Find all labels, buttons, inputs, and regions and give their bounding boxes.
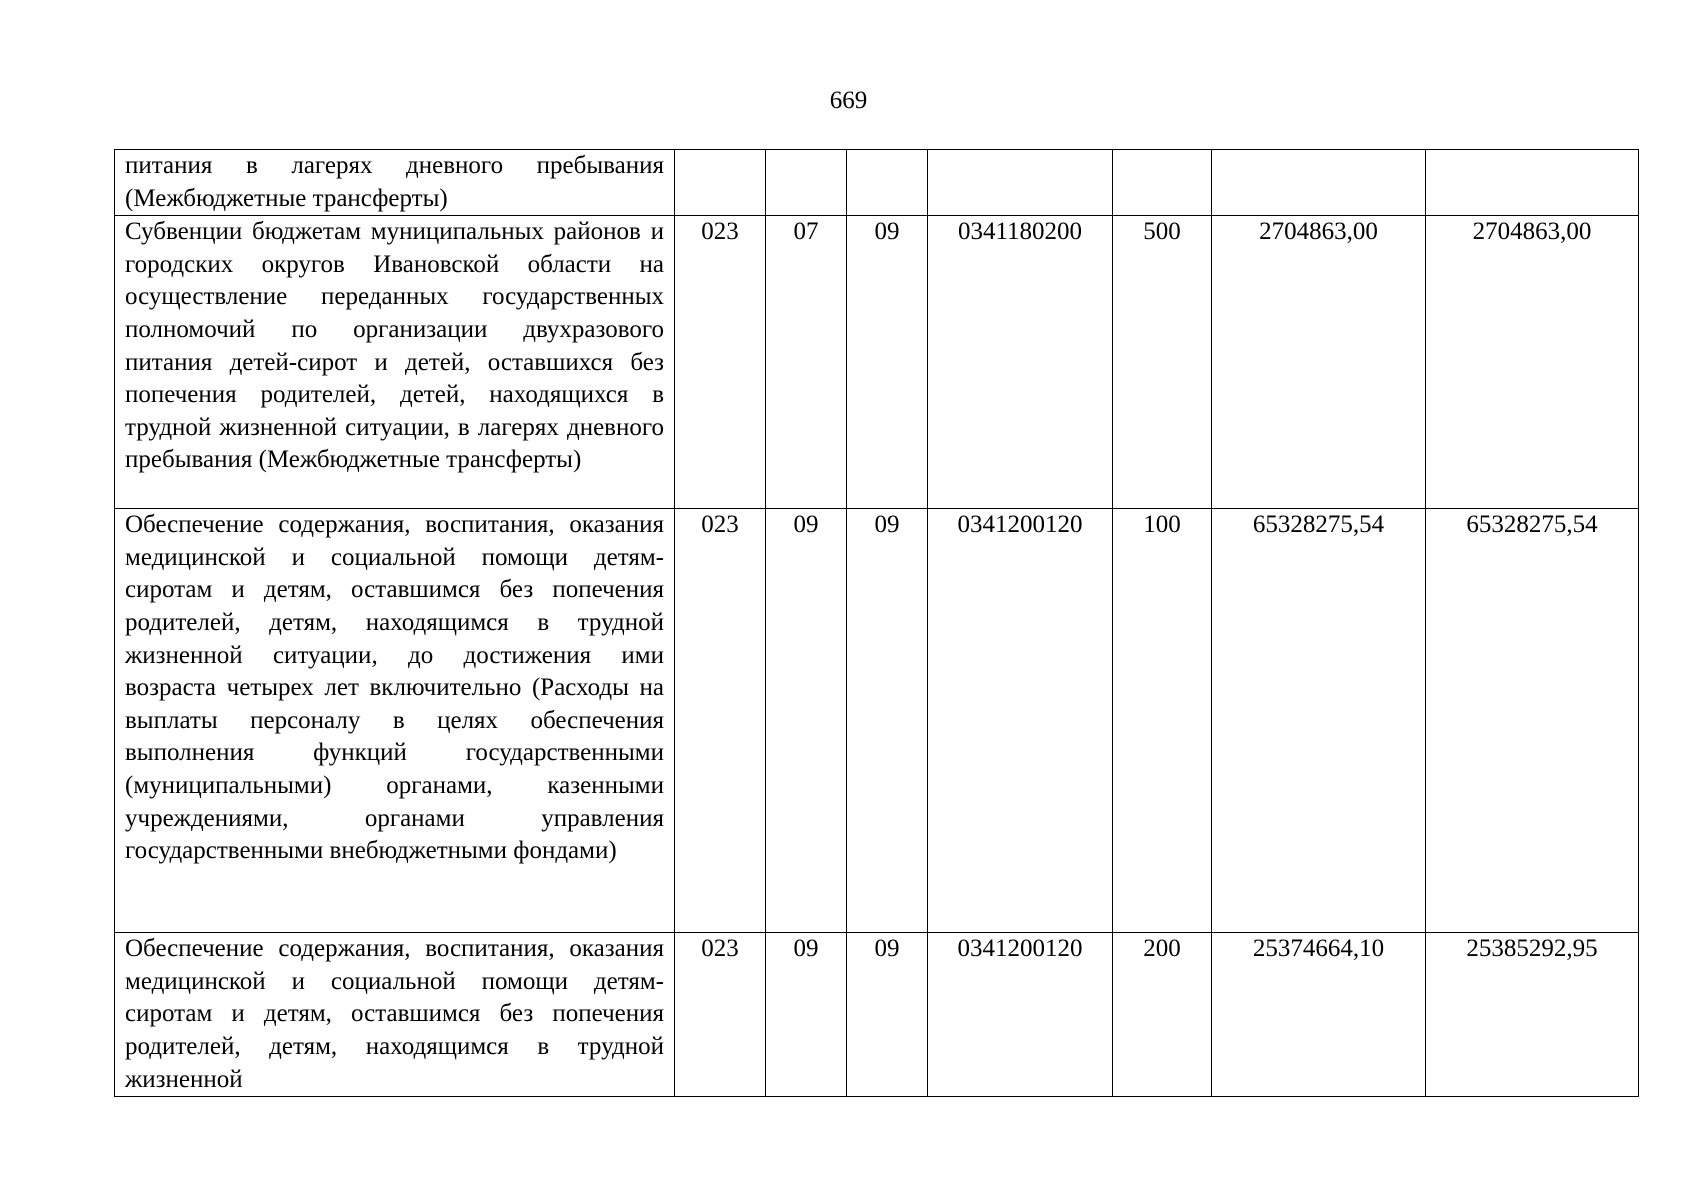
budget-table xyxy=(114,149,1639,1097)
amount-first: 2704863,00 xyxy=(1212,216,1426,509)
amount-second: 25385292,95 xyxy=(1426,933,1639,1097)
amount-second: 65328275,54 xyxy=(1426,509,1639,933)
row-description: питания в лагерях дневного пребывания (Межбюджетные трансферты) xyxy=(115,150,675,216)
target-article-code xyxy=(928,150,1113,216)
subsection-code xyxy=(847,150,928,216)
row-description: Обеспечение содержания, воспитания, оказания медицинской и социальной помощи детям-сиротам и детям, оставшимся без попечения родителей, детям, находящимся в трудной жизненной ситуации, до достижения ими возраста четырех лет включительно (Расходы на выплаты персоналу в целях обеспечения выполнения функций государственными (муниципальными) органами, казенными учреждениями, органами управления государственными внебюджетными фондами) xyxy=(115,509,675,933)
ministry-code: 023 xyxy=(675,216,766,509)
table-row xyxy=(115,509,1639,933)
target-article-code: 0341200120 xyxy=(928,509,1113,933)
amount-first xyxy=(1212,150,1426,216)
subsection-code: 09 xyxy=(847,933,928,1097)
amount-first: 65328275,54 xyxy=(1212,509,1426,933)
section-code: 09 xyxy=(766,509,847,933)
table-row xyxy=(115,933,1639,1097)
amount-second: 2704863,00 xyxy=(1426,216,1639,509)
target-article-code: 0341180200 xyxy=(928,216,1113,509)
table-row xyxy=(115,150,1639,216)
row-description: Субвенции бюджетам муниципальных районов и городских округов Ивановской области на осуществление переданных государственных полномочий по организации двухразового питания детей-сирот и детей, оставшихся без попечения родителей, детей, находящихся в трудной жизненной ситуации, в лагерях дневного пребывания (Межбюджетные трансферты) xyxy=(115,216,675,509)
section-code: 09 xyxy=(766,933,847,1097)
amount-first: 25374664,10 xyxy=(1212,933,1426,1097)
subsection-code: 09 xyxy=(847,509,928,933)
expense-type-code: 100 xyxy=(1113,509,1212,933)
row-description: Обеспечение содержания, воспитания, оказания медицинской и социальной помощи детям-сиротам и детям, оставшимся без попечения родителей, детям, находящимся в трудной жизненной xyxy=(115,933,675,1097)
ministry-code: 023 xyxy=(675,933,766,1097)
expense-type-code xyxy=(1113,150,1212,216)
table-row xyxy=(115,216,1639,509)
section-code: 07 xyxy=(766,216,847,509)
expense-type-code: 500 xyxy=(1113,216,1212,509)
section-code xyxy=(766,150,847,216)
ministry-code: 023 xyxy=(675,509,766,933)
expense-type-code: 200 xyxy=(1113,933,1212,1097)
ministry-code xyxy=(675,150,766,216)
subsection-code: 09 xyxy=(847,216,928,509)
amount-second xyxy=(1426,150,1639,216)
page-number: 669 xyxy=(829,87,868,114)
target-article-code: 0341200120 xyxy=(928,933,1113,1097)
